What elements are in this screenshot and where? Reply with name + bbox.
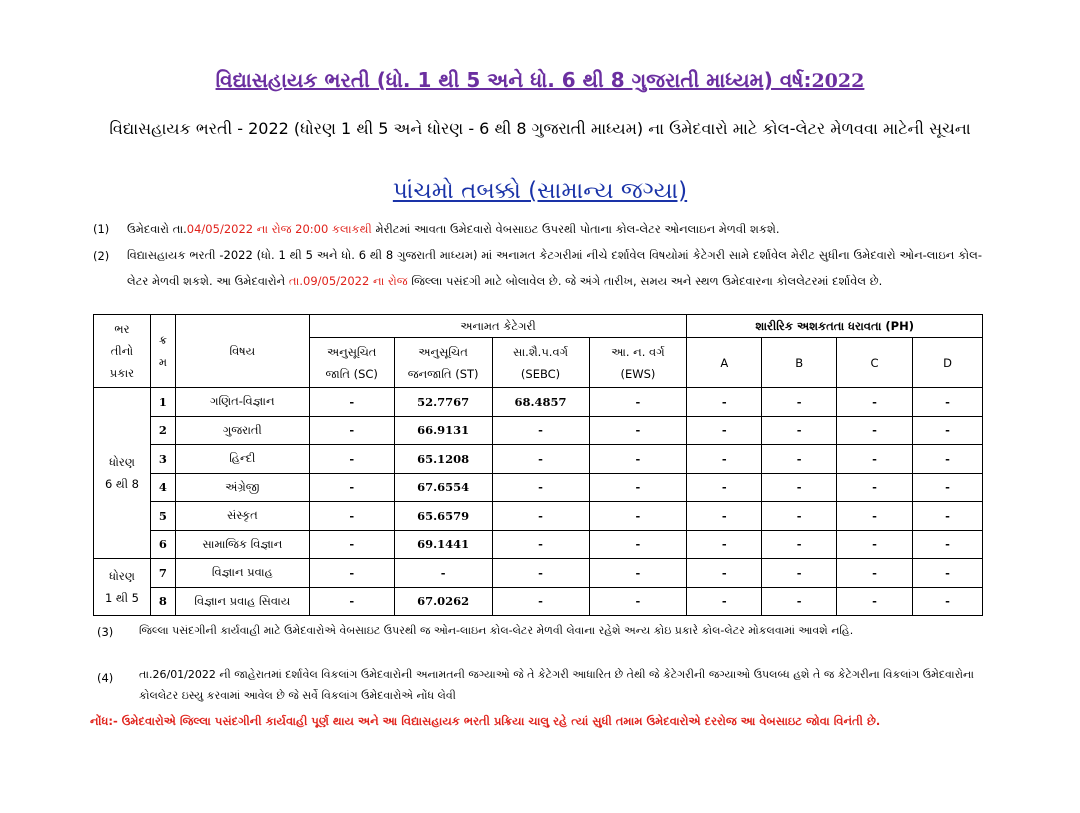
row-ph-c: -: [837, 587, 913, 616]
row-sc: -: [309, 502, 394, 531]
row-sebc: -: [492, 587, 589, 616]
header-ph-c: C: [837, 338, 913, 388]
header-reserved-category: અનામત કેટેગરી: [309, 315, 687, 338]
row-ph-d: -: [913, 530, 983, 559]
header-subject: વિષય: [175, 315, 309, 388]
row-ph-c: -: [837, 416, 913, 445]
row-serial: 2: [150, 416, 175, 445]
row-ph-b: -: [762, 587, 837, 616]
page-title: વિદ્યાસહાયક ભરતી (ધો. 1 થી 5 અને ધો. 6 થી 8 ગુજરાતી માધ્યમ) વર્ષ:2022: [215, 68, 865, 92]
header-ph-b: B: [762, 338, 837, 388]
row-ph-c: -: [837, 473, 913, 502]
footer-note: નોંધ:- ઉમેદવારોએ જિલ્લા પસંદગીની કાર્યવાહી પૂર્ણ થાય અને આ વિદ્યાસહાયક ભરતી પ્રક્રિયા ચાલુ રહે ત્યાં સુધી તમામ ઉમેદવારોએ દરરોજ આ વેબસાઇટ જોવા વિનંતી છે.: [90, 714, 881, 728]
row-subject: સામાજિક વિજ્ઞાન: [175, 530, 309, 559]
row-ph-b: -: [762, 530, 837, 559]
row-ph-d: -: [913, 473, 983, 502]
row-ph-b: -: [762, 473, 837, 502]
header-sebc: સા.શૈ.પ.વર્ગ (SEBC): [492, 338, 589, 388]
row-ph-d: -: [913, 559, 983, 588]
row-ews: -: [589, 416, 687, 445]
row-ph-a: -: [687, 587, 762, 616]
row-st: 67.6554: [394, 473, 492, 502]
row-ph-a: -: [687, 559, 762, 588]
phase-heading: પાંચમો તબક્કો (સામાન્ય જગ્યા): [392, 178, 688, 204]
row-st: 67.0262: [394, 587, 492, 616]
row-serial: 8: [150, 587, 175, 616]
row-ews: -: [589, 445, 687, 474]
row-serial: 5: [150, 502, 175, 531]
row-ph-d: -: [913, 388, 983, 417]
row-st: 66.9131: [394, 416, 492, 445]
row-ph-d: -: [913, 587, 983, 616]
row-sebc: -: [492, 559, 589, 588]
row-serial: 7: [150, 559, 175, 588]
row-st: 52.7767: [394, 388, 492, 417]
row-serial: 4: [150, 473, 175, 502]
row-serial: 6: [150, 530, 175, 559]
row-ph-a: -: [687, 388, 762, 417]
row-sc: -: [309, 559, 394, 588]
row-sebc: -: [492, 473, 589, 502]
row-sebc: 68.4857: [492, 388, 589, 417]
row-ph-c: -: [837, 445, 913, 474]
point-number: (3): [97, 625, 114, 639]
row-ph-d: -: [913, 445, 983, 474]
row-subject: વિજ્ઞાન પ્રવાહ સિવાય: [175, 587, 309, 616]
point-number: (4): [97, 671, 114, 685]
row-ph-d: -: [913, 416, 983, 445]
point-2-text: વિદ્યાસહાયક ભરતી -2022 (ધો. 1 થી 5 અને ધો. 6 થી 8 ગુજરાતી માધ્યમ) માં અનામત કેટગરીમાં નીચે દર્શાવેલ વિષયોમાં કેટેગરી સામે દર્શાવેલ મેરીટ સુધીના ઉમેદવારો ઓન-લાઇન કોલ-લેટર મેળવી શકશે. આ ઉમેદવારોને તા.09/05/2022 ના રોજ જિલ્લા પસંદગી માટે બોલાવેલ છે. જે અંગે તારીખ, સમય અને સ્થળ ઉમેદવારના કોલલેટરમાં દર્શાવેલ છે.: [127, 248, 982, 288]
row-ews: -: [589, 388, 687, 417]
row-sc: -: [309, 388, 394, 417]
row-ph-a: -: [687, 502, 762, 531]
row-ph-b: -: [762, 388, 837, 417]
row-serial: 3: [150, 445, 175, 474]
row-ph-a: -: [687, 473, 762, 502]
row-ews: -: [589, 530, 687, 559]
row-subject: વિજ્ઞાન પ્રવાહ: [175, 559, 309, 588]
row-ph-d: -: [913, 502, 983, 531]
row-ews: -: [589, 559, 687, 588]
row-ph-c: -: [837, 530, 913, 559]
table-row: [94, 587, 983, 616]
row-ews: -: [589, 473, 687, 502]
row-subject: હિન્દી: [175, 445, 309, 474]
row-ph-b: -: [762, 502, 837, 531]
point-number: (1): [93, 222, 110, 236]
row-sc: -: [309, 473, 394, 502]
row-ews: -: [589, 587, 687, 616]
table-row: [94, 388, 983, 417]
row-sebc: -: [492, 530, 589, 559]
group-label: ધોરણ 1 થી 5: [94, 559, 151, 616]
table-row: [94, 445, 983, 474]
row-ph-c: -: [837, 502, 913, 531]
header-ph: શારીરિક અશકતતા ધરાવતા (PH): [687, 315, 983, 338]
row-st: 65.6579: [394, 502, 492, 531]
header-serial: ક્ર મ: [150, 315, 175, 388]
point-1-text: ઉમેદવારો તા.04/05/2022 ના રોજ 20:00 કલાકથી મેરીટમાં આવતા ઉમેદવારો વેબસાઇટ ઉપરથી પોતાના કોલ-લેટર ઓનલાઇન મેળવી શકશે.: [127, 222, 780, 236]
row-ph-c: -: [837, 388, 913, 417]
point-3-text: જિલ્લા પસંદગીની કાર્યવાહી માટે ઉમેદવારોએ વેબસાઇટ ઉપરથી જ ઓન-લાઇન કોલ-લેટર મેળવી લેવાના રહેશે અન્ય કોઇ પ્રકારે કોલ-લેટર મોકલવામાં આવશે નહિ.: [139, 624, 854, 637]
row-ews: -: [589, 502, 687, 531]
table-row: [94, 473, 983, 502]
row-subject: ગુજરાતી: [175, 416, 309, 445]
point-number: (2): [93, 249, 110, 263]
row-sebc: -: [492, 502, 589, 531]
row-sc: -: [309, 587, 394, 616]
header-ph-d: D: [913, 338, 983, 388]
row-subject: ગણિત-વિજ્ઞાન: [175, 388, 309, 417]
row-ph-a: -: [687, 416, 762, 445]
row-sebc: -: [492, 445, 589, 474]
row-st: 69.1441: [394, 530, 492, 559]
header-sc: અનુસૂચિત જાતિ (SC): [309, 338, 394, 388]
merit-table: [93, 314, 983, 616]
header-ph-a: A: [687, 338, 762, 388]
row-ph-c: -: [837, 559, 913, 588]
table-row: [94, 416, 983, 445]
header-ews: આ. ન. વર્ગ (EWS): [589, 338, 687, 388]
row-sebc: -: [492, 416, 589, 445]
row-ph-b: -: [762, 445, 837, 474]
row-ph-b: -: [762, 559, 837, 588]
group-label: ધોરણ 6 થી 8: [94, 388, 151, 559]
table-body: [94, 388, 983, 616]
point-4-text: તા.26/01/2022 ની જાહેરાતમાં દર્શાવેલ વિકલાંગ ઉમેદવારોની અનામતની જગ્યાઓ જે તે કેટેગરી આધારિત છે તેથી જે કેટેગરીની જગ્યાઓ ઉપલબ્ધ હશે તે જ કેટેગરીના વિકલાંગ ઉમેદવારોના કોલલેટર ઇસ્યુ કરવામાં આવેલ છે જે સર્વે વિકલાંગ ઉમેદવારોએ નોંધ લેવી: [139, 668, 974, 702]
row-st: 65.1208: [394, 445, 492, 474]
row-ph-b: -: [762, 416, 837, 445]
row-ph-a: -: [687, 445, 762, 474]
row-sc: -: [309, 530, 394, 559]
table-row: [94, 559, 983, 588]
row-serial: 1: [150, 388, 175, 417]
page-subtitle: વિદ્યાસહાયક ભરતી - 2022 (ધોરણ 1 થી 5 અને ધોરણ - 6 થી 8 ગુજરાતી માધ્યમ) ના ઉમેદવારો માટે કોલ-લેટર મેળવવા માટેની સૂચના: [109, 119, 971, 138]
row-sc: -: [309, 416, 394, 445]
header-type: ભર તીનો પ્રકાર: [94, 315, 151, 388]
row-st: -: [394, 559, 492, 588]
row-subject: અંગ્રેજી: [175, 473, 309, 502]
row-subject: સંસ્કૃત: [175, 502, 309, 531]
table-row: [94, 502, 983, 531]
row-sc: -: [309, 445, 394, 474]
row-ph-a: -: [687, 530, 762, 559]
table-row: [94, 530, 983, 559]
header-st: અનુસૂચિત જનજાતિ (ST): [394, 338, 492, 388]
